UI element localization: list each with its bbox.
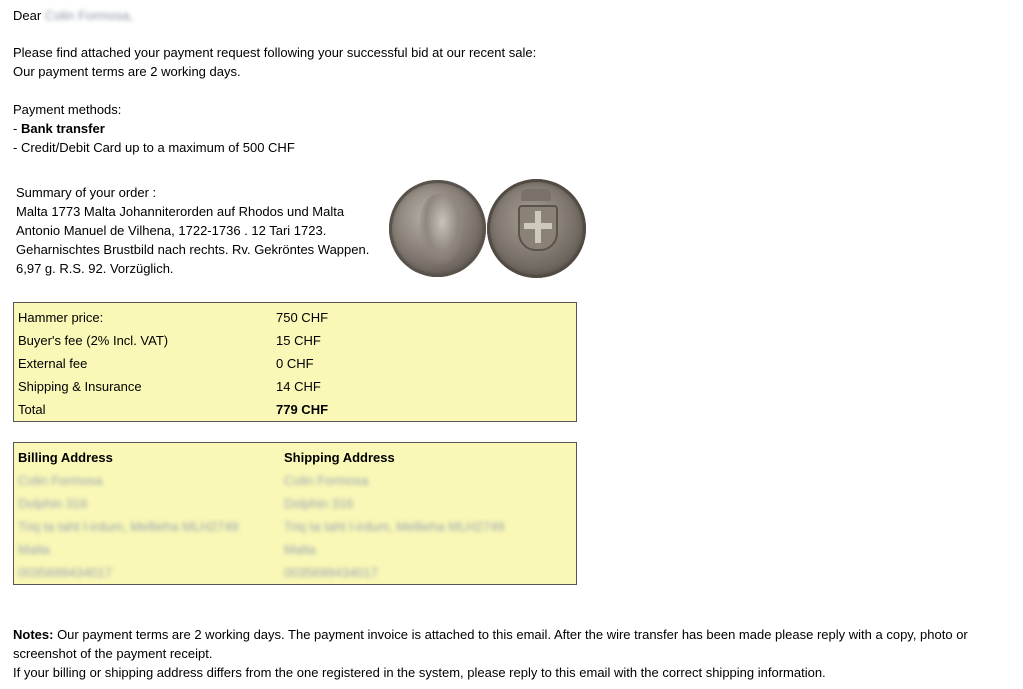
shipping-address-line: Malta: [284, 542, 316, 557]
coin-reverse-image: [487, 179, 586, 278]
payment-method-bank: [13, 119, 105, 138]
summary-line: 6,97 g. R.S. 92. Vorzüglich.: [16, 261, 174, 276]
intro-line-2: Our payment terms are 2 working days.: [13, 64, 241, 79]
billing-address-line: Malta: [18, 542, 50, 557]
price-label: Buyer's fee (2% Incl. VAT): [18, 333, 169, 348]
total-value: 779 CHF: [276, 402, 329, 417]
payment-methods-title: Payment methods:: [13, 102, 122, 117]
summary-line: Malta 1773 Malta Johanniterorden auf Rhodos und Malta: [16, 204, 345, 219]
price-value: 0 CHF: [276, 356, 314, 371]
total-label: Total: [18, 402, 46, 417]
coin-obverse-image: [389, 180, 486, 277]
shipping-address-line: Dolphin 316: [284, 496, 354, 511]
shipping-address-title: Shipping Address: [284, 450, 395, 465]
shipping-address-line: Colin Formosa: [284, 473, 369, 488]
shipping-address-line: 0035699434017: [284, 565, 378, 580]
price-label: Hammer price:: [18, 310, 104, 325]
coin-bust-graphic: [419, 194, 461, 264]
billing-address-line: 0035699434017: [18, 565, 112, 580]
billing-address-line: Triq ta taht l-irdum, Mellieha MLH2749: [18, 519, 239, 534]
intro-line-1: Please find attached your payment request following your successful bid at our recent sale:: [13, 45, 537, 60]
billing-address-line: Colin Formosa: [18, 473, 103, 488]
notes-section: [13, 625, 1013, 682]
notes-line-3: If your billing or shipping address differs from the one registered in the system, please reply to this email with the correct shipping information.: [13, 665, 826, 680]
summary-line: Geharnischtes Brustbild nach rechts. Rv. Gekröntes Wappen.: [16, 242, 370, 257]
recipient-name: Colin Formosa,: [44, 8, 133, 23]
shipping-address-line: Triq ta taht l-irdum, Mellieha MLH2749: [284, 519, 505, 534]
notes-label: Notes:: [13, 627, 54, 642]
billing-address-line: Dolphin 316: [18, 496, 88, 511]
price-label: Shipping & Insurance: [18, 379, 142, 394]
payment-method-card: - Credit/Debit Card up to a maximum of 500 CHF: [13, 140, 295, 155]
notes-line-1: [13, 625, 1013, 644]
coin-shield-graphic: [518, 205, 558, 251]
price-value: 15 CHF: [276, 333, 321, 348]
greeting-line: [13, 6, 133, 25]
summary-title: Summary of your order :: [16, 185, 157, 200]
price-table: [13, 302, 577, 422]
coin-crown-graphic: [521, 189, 551, 201]
summary-line: Antonio Manuel de Vilhena, 1722-1736 . 12 Tari 1723.: [16, 223, 327, 238]
price-value: 14 CHF: [276, 379, 321, 394]
billing-address-title: Billing Address: [18, 450, 113, 465]
price-value: 750 CHF: [276, 310, 329, 325]
notes-line-2: screenshot of the payment receipt.: [13, 646, 213, 661]
bank-transfer-label: Bank transfer: [20, 121, 105, 136]
greeting-prefix: Dear: [13, 8, 42, 23]
bank-prefix: -: [13, 121, 21, 136]
address-table: [13, 442, 577, 585]
order-summary: [16, 183, 369, 278]
price-label: External fee: [18, 356, 88, 371]
notes-text: Our payment terms are 2 working days. The payment invoice is attached to this email. After the wire transfer has been made please reply with a copy, photo or: [53, 627, 968, 642]
